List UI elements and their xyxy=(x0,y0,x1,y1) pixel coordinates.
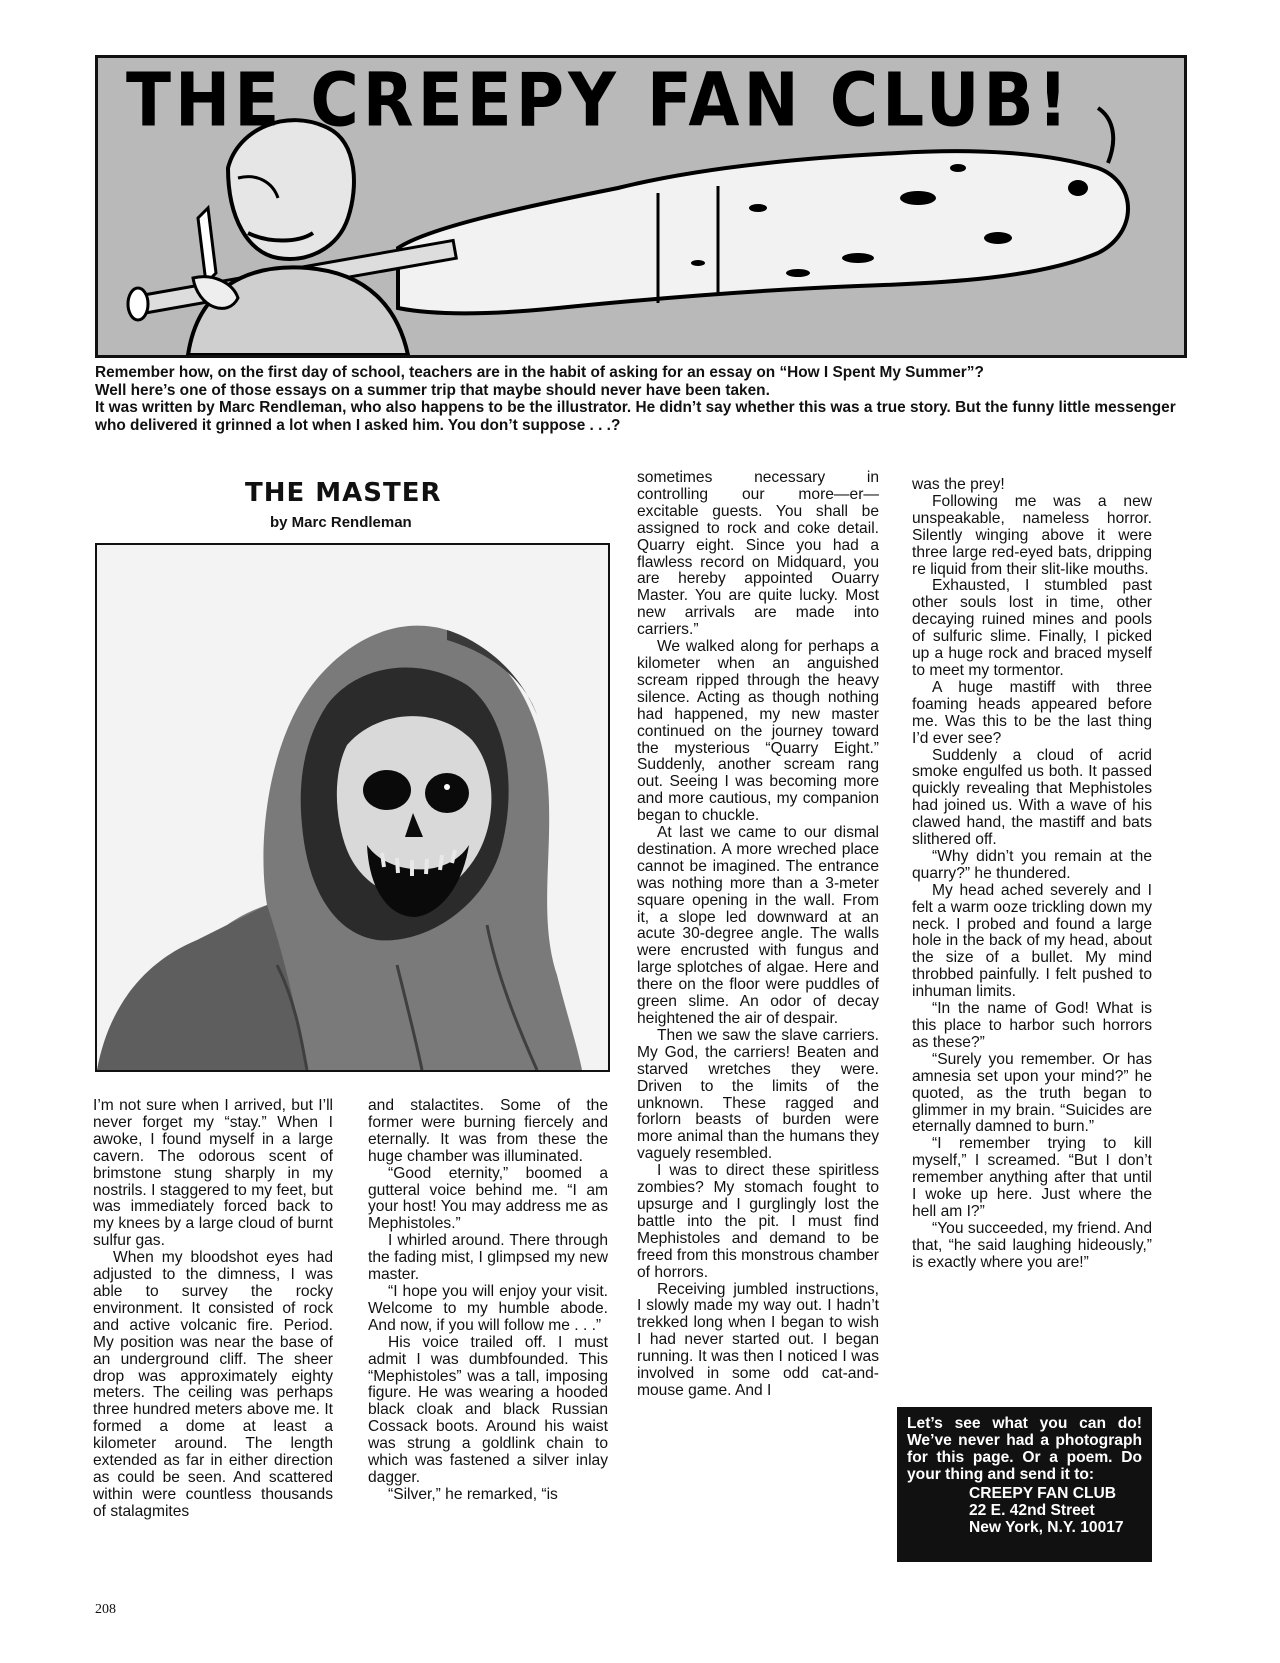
paragraph: I whirled around. There through the fading mist, I glimpsed my new master. xyxy=(368,1232,608,1284)
submission-text: Let’s see what you can do! We’ve never had a photograph for this page. Or a poem. Do your thing and send it to: xyxy=(907,1415,1142,1483)
paragraph: Suddenly a cloud of acrid smoke engulfed us both. It passed quickly revealing that Mephistoles had joined us. With a wave of his clawed hand, the mastiff and bats slithered off. xyxy=(912,746,1152,849)
article-column-2 xyxy=(368,1098,608,1504)
mailing-address xyxy=(969,1485,1142,1536)
paragraph: At last we came to our dismal destination. A more wreched place cannot be imagined. The entrance was nothing more than a 3-meter square opening in the wall. From it, a slope led downward at an acute 30-degree angle. The walls were encrusted with fungus and large splotches of algae. Here and there on the floor were puddles of green slime. An odor of decay heightened the air of despair. xyxy=(637,824,879,1027)
address-line: New York, N.Y. 10017 xyxy=(969,1519,1124,1536)
story-title: THE MASTER xyxy=(245,478,442,508)
intro-line: It was written by Marc Rendleman, who also happens to be the illustrator. He didn’t say whether this was a true story. But the funny little messenger who delivered it grinned a lot when I asked him. You don’t suppose . . .? xyxy=(95,399,1176,434)
paragraph: Exhausted, I stumbled past other souls lost in time, other decaying ruined mines and pools of sulfuric slime. Finally, I picked up a huge rock and braced myself to meet my tormentor. xyxy=(912,577,1152,679)
paragraph: “Silver,” he remarked, “is xyxy=(388,1485,558,1503)
story-illustration xyxy=(95,543,610,1072)
paragraph: Following me was a new unspeakable, nameless horror. Silently winging above it were three large red-eyed bats, dripping re liquid from their slit-like mouths. xyxy=(912,492,1152,578)
paragraph: was the prey! xyxy=(912,476,1005,493)
address-line: CREEPY FAN CLUB xyxy=(969,1485,1117,1502)
banner-title: THE CREEPY FAN CLUB! xyxy=(126,57,1072,144)
page-number: 208 xyxy=(95,1602,116,1617)
paragraph: sometimes necessary in controlling our more—er—excitable guests. You shall be assigned to rock and coke detail. Quarry eight. Since you had a flawless record on Midquard, you are hereby appointed Ouarry Master. You are quite lucky. Most new arrivals are made into carriers.” xyxy=(637,469,879,639)
intro-line: Remember how, on the first day of school, teachers are in the habit of asking for an essay on “How I Spent My Summer”? xyxy=(95,364,984,381)
paragraph: “In the name of God! What is this place to harbor such horrors as these?” xyxy=(912,1000,1152,1051)
paragraph: “Good eternity,” boomed a gutteral voice behind me. “I am your host! You may address me as Mephistoles.” xyxy=(368,1164,608,1233)
hooded-skull-figure xyxy=(97,545,608,1070)
paragraph: “I remember trying to kill myself,” I screamed. “But I don’t remember anything after that until I woke up here. Just where the hell am I?” xyxy=(912,1135,1152,1220)
paragraph: When my bloodshot eyes had adjusted to the dimness, I was able to survey the rocky environment. It consisted of rock and active volcanic fire. Period. My position was near the base of an underground cliff. The sheer drop was approximately eighty meters. The ceiling was perhaps three hundred meters above me. It formed a dome at least a kilometer around. The length extended as far in either direction as could be seen. And scattered within were countless thousands of stalagmites xyxy=(93,1249,333,1520)
address-line: 22 E. 42nd Street xyxy=(969,1502,1095,1519)
paragraph: A huge mastiff with three foaming heads appeared before me. Was this to be the last thing I’d ever see? xyxy=(912,678,1152,747)
paragraph: “You succeeded, my friend. And that, “he said laughing hideously,” is exactly where you are!” xyxy=(912,1219,1152,1271)
paragraph: “I hope you will enjoy your visit. Welcome to my humble abode. And now, if you will follow me . . .” xyxy=(368,1282,608,1334)
paragraph: I’m not sure when I arrived, but I’ll never forget my “stay.” When I awoke, I found myself in a large cavern. The odorous scent of brimstone stung sharply in my nostrils. I staggered to my feet, but was immediately forced back to my knees by a large cloud of burnt sulfur gas. xyxy=(93,1097,333,1250)
header-banner xyxy=(95,55,1187,358)
article-column-3 xyxy=(637,470,879,1400)
paragraph: Then we saw the slave carriers. My God, the carriers! Beaten and starved wretches they were. Driven to the limits of the unknown. These ragged and forlorn beasts of burden were more animal than the humans they vaguely resembled. xyxy=(637,1026,879,1163)
intro-line: Well here’s one of those essays on a summer trip that maybe should never have been taken. xyxy=(95,381,770,399)
article-column-4 xyxy=(912,477,1152,1272)
paragraph: My head ached severely and I felt a warm ooze trickling down my neck. I probed and found a large hole in the back of my head, about the size of a bullet. My mind throbbed painfully. I felt pushed to inhuman limits. xyxy=(912,881,1152,1001)
paragraph: I was to direct these spiritless zombies? My stomach fought to upsurge and I gurglingly lost the battle into the pit. I must find Mephistoles and demand to be freed from this monstrous chamber of horrors. xyxy=(637,1162,879,1281)
paragraph: His voice trailed off. I must admit I was dumbfounded. This “Mephistoles” was a tall, imposing figure. He was wearing a hooded black cloak and black Russian Cossack boots. Around his waist was strung a goldlink chain to which was fastened a silver inlay dagger. xyxy=(368,1333,608,1486)
paragraph: “Surely you remember. Or has amnesia set upon your mind?” he quoted, as the truth began to glimmer in my brain. “Suicides are eternally damned to burn.” xyxy=(912,1050,1152,1136)
paragraph: We walked along for perhaps a kilometer when an anguished scream ripped through the heavy silence. Acting as though nothing had happened, my new master continued on the journey toward the mysterious “Quarry Eight.” Suddenly, another scream rang out. Seeing I was becoming more and more cautious, my companion began to chuckle. xyxy=(637,638,879,825)
paragraph: “Why didn’t you remain at the quarry?” he thundered. xyxy=(912,847,1152,882)
paragraph: Receiving jumbled instructions, I slowly made my way out. I hadn’t trekked long when I began to wish I had never started out. I began running. It was then I noticed I was involved in some odd cat-and-mouse game. And I xyxy=(637,1280,879,1399)
submission-box xyxy=(897,1407,1152,1562)
story-byline: by Marc Rendleman xyxy=(270,514,412,531)
paragraph: and stalactites. Some of the former were burning fiercely and eternally. It was from these the huge chamber was illuminated. xyxy=(368,1097,608,1165)
article-column-1 xyxy=(93,1098,333,1521)
intro-text xyxy=(95,364,1190,434)
